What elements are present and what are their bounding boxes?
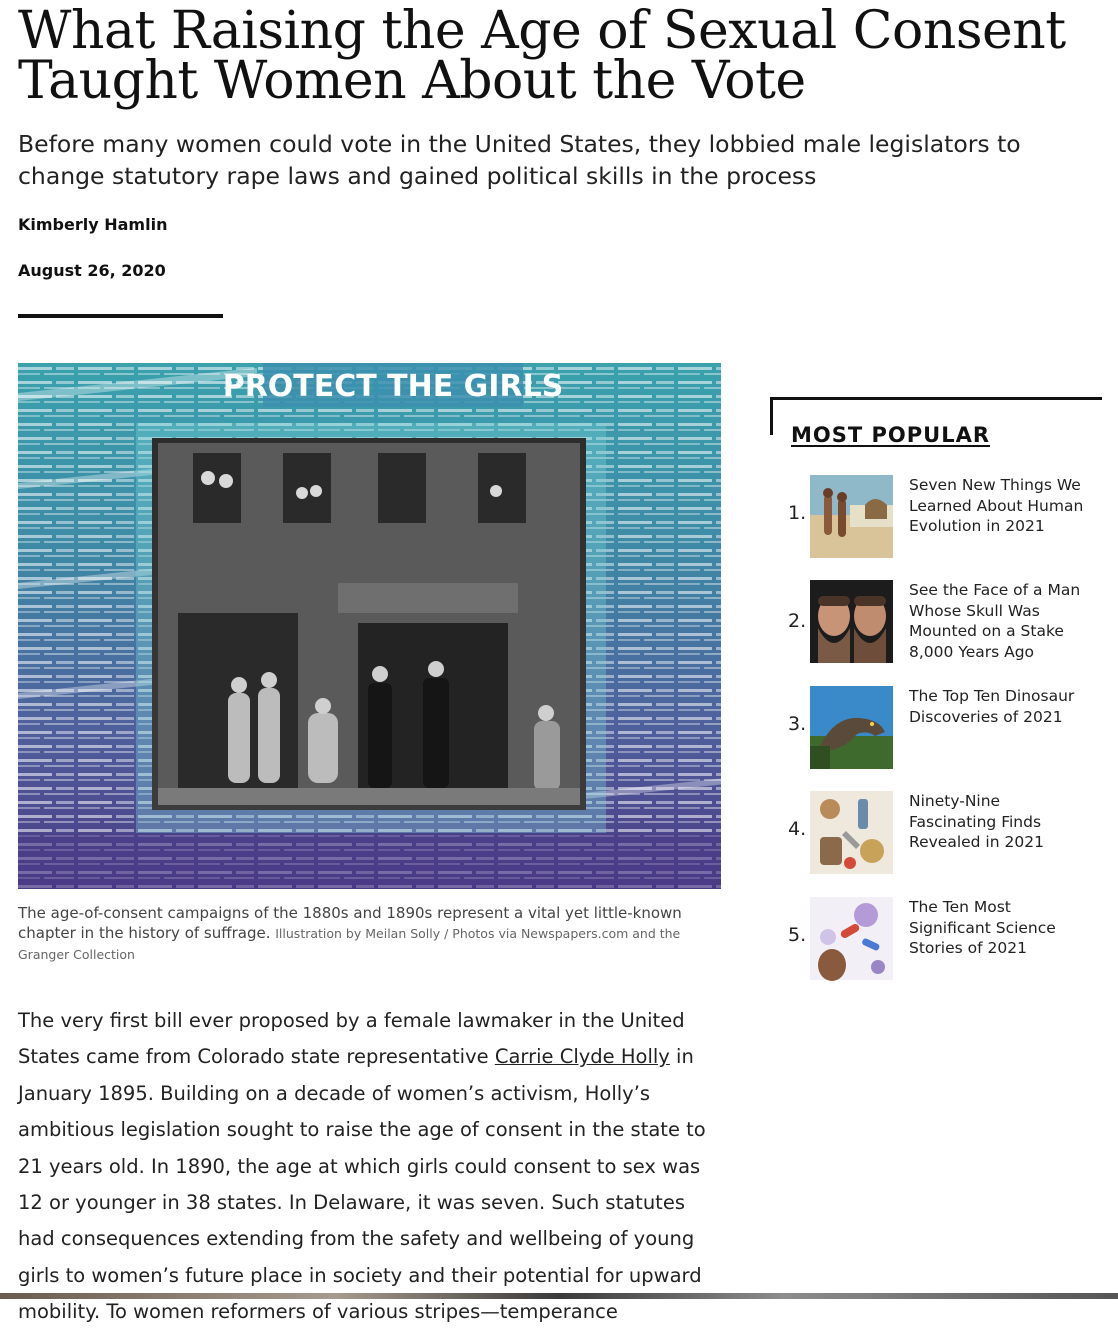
- hero-caption: [18, 903, 723, 965]
- popular-item-4[interactable]: [788, 791, 1108, 875]
- publish-date: August 26, 2020: [18, 261, 166, 280]
- popular-item-title[interactable]: Ninety-Nine Fascinating Finds Revealed in 2021: [909, 792, 1044, 851]
- popular-item-title[interactable]: The Ten Most Significant Science Stories of 2021: [909, 898, 1056, 957]
- popular-item-5[interactable]: [788, 897, 1108, 981]
- popular-item-number: 5.: [788, 924, 807, 946]
- hero-image: [18, 363, 721, 889]
- body-text-part-1: The very first bill ever proposed by a female lawmaker in the United States came from Colorado state representative: [18, 1009, 685, 1069]
- popular-item-2[interactable]: [788, 580, 1108, 664]
- article-headline: What Raising the Age of Sexual Consent Taught Women About the Vote: [18, 1, 1066, 111]
- popular-item-number: 3.: [788, 713, 807, 735]
- caption-text: The age-of-consent campaigns of the 1880s and 1890s represent a vital yet little-known chapter in the history of suffrage.: [18, 904, 682, 942]
- popular-item-title[interactable]: See the Face of a Man Whose Skull Was Mounted on a Stake 8,000 Years Ago: [909, 581, 1081, 661]
- popular-item-title[interactable]: Seven New Things We Learned About Human Evolution in 2021: [909, 476, 1084, 535]
- hero-banner-text: PROTECT THE GIRLS: [222, 369, 564, 404]
- article-body: [18, 1003, 723, 1331]
- popular-item-3[interactable]: [788, 686, 1108, 770]
- popular-thumbnail-finds[interactable]: [810, 791, 893, 874]
- popular-item-number: 4.: [788, 818, 807, 840]
- author-byline[interactable]: Kimberly Hamlin: [18, 215, 168, 234]
- popular-thumbnail-science-stories[interactable]: [810, 897, 893, 980]
- body-text-part-2: in January 1895. Building on a decade of women’s activism, Holly’s ambitious legislation sought to raise the age of consent in the state to 21 years old. In 1890, the age at which girls could consent to sex was 12 or younger in 38 states. In Delaware, it was seven. Such statutes had consequences extending from the safety and wellbeing of young girls to women’s future place in society and their potential for upward mobility. To women reformers of various stripes—temperance: [18, 1045, 706, 1324]
- popular-thumbnail-human-evolution[interactable]: [810, 475, 893, 558]
- article-dek: Before many women could vote in the United States, they lobbied male legislators to change statutory rape laws and gained political skills in the process: [18, 130, 1021, 190]
- most-popular-heading: MOST POPULAR: [791, 423, 991, 447]
- popular-item-1[interactable]: [788, 475, 1108, 559]
- popular-item-number: 2.: [788, 610, 807, 632]
- bottom-ad-strip: [0, 1293, 1118, 1299]
- carrie-clyde-holly-link[interactable]: Carrie Clyde Holly: [494, 1045, 670, 1069]
- popular-thumbnail-face-reconstruction[interactable]: [810, 580, 893, 663]
- caption-credit: Illustration by Meilan Solly / Photos via Newspapers.com and the Granger Collection: [18, 926, 681, 962]
- popular-item-number: 1.: [788, 502, 807, 524]
- popular-thumbnail-dinosaur[interactable]: [810, 686, 893, 769]
- popular-item-title[interactable]: The Top Ten Dinosaur Discoveries of 2021: [909, 687, 1075, 726]
- header-divider: [18, 314, 223, 318]
